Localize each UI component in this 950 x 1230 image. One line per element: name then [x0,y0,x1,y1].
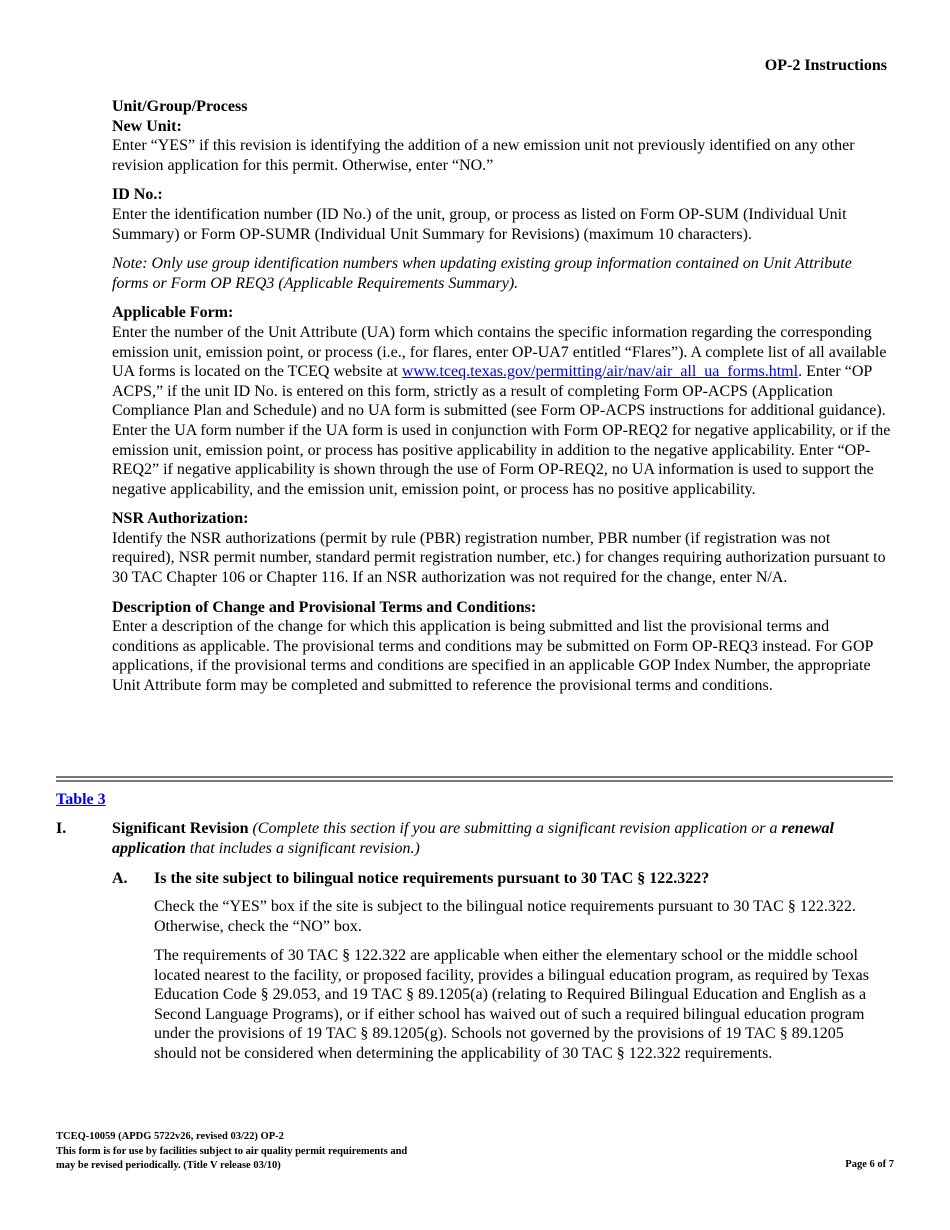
description-label: Description of Change and Provisional Terms and Conditions: [112,598,537,616]
unit-group-section [112,97,892,696]
table-3-link[interactable]: Table 3 [56,791,106,808]
section-instruction-1: (Complete this section if you are submitting a significant revision application or a [248,820,782,837]
divider-line-bottom [56,780,893,782]
id-no-note: Note: Only use group identification numbers when updating existing group information contained on Unit Attribute forms or Form OP REQ3 (Applicable Requirements Summary). [112,255,852,292]
page-number: Page 6 of 7 [845,1159,894,1170]
section-number: I. [56,820,67,837]
section-heading: Unit/Group/Process [112,98,248,115]
footer-line1: TCEQ-10059 (APDG 5722v26, revised 03/22) OP-2 [56,1131,284,1142]
new-unit-label: New Unit: [112,117,182,135]
divider-line-top [56,776,893,778]
question-a-instruction [154,897,889,936]
id-no-label: ID No.: [112,186,163,204]
question-a-para1: Check the “YES” box if the site is subject to the bilingual notice requirements pursuant to 30 TAC § 122.322. Otherwise, check the “NO” box. [154,898,856,935]
section-instruction-2: that includes a significant revision.) [185,840,420,857]
applicable-form-label: Applicable Form: [112,304,234,322]
applicable-form-text [112,323,892,499]
question-letter: A. [112,870,128,887]
footer-line3: may be revised periodically. (Title V release 03/10) [56,1160,281,1171]
section-title: Significant Revision [112,820,249,837]
question-text: Is the site subject to bilingual notice requirements pursuant to 30 TAC § 122.322? [154,870,710,887]
question-a-detail [154,946,889,1064]
section-title-block [112,819,893,859]
ua-forms-link[interactable]: www.tceq.texas.gov/permitting/air/nav/air_all_ua_forms.html [401,363,799,381]
nsr-text: Identify the NSR authorizations (permit by rule (PBR) registration number, PBR number (if registration was not required), NSR permit number, standard permit registration number, etc.) for changes requiring authorization pursuant to 30 TAC Chapter 106 or Chapter 116. If an NSR authorization was not required for the change, enter N/A. [112,529,886,587]
id-no-text: Enter the identification number (ID No.) of the unit, group, or process as listed on Form OP-SUM (Individual Unit Summary) or Form OP-SUMR (Individual Unit Summary for Revisions) (maximum 10 characters). [112,205,847,243]
applicable-form-text-before: Enter the number of the Unit Attribute (UA) form which contains the specific information regarding the corresponding emission unit, emission point, or process (i.e., for flares, enter OP-UA7 entitled “Flares”). A complete list of all available UA forms is located on the TCEQ website at [112,323,887,381]
nsr-label: NSR Authorization: [112,510,249,528]
description-text: Enter a description of the change for which this application is being submitted and list the provisional terms and conditions as applicable. The provisional terms and conditions may be submitted on Form OP-REQ3 instead. For GOP applications, if the provisional terms and conditions are specified in an applicable GOP Index Number, the appropriate Unit Attribute form may be completed and submitted to reference the provisional terms and conditions. [112,618,873,695]
page-header-title: OP-2 Instructions [764,57,887,74]
footer-line2: This form is for use by facilities subject to air quality permit requirements and [56,1145,408,1157]
applicable-form-text-after: . Enter “OP ACPS,” if the unit ID No. is entered on this form, strictly as a result of completing Form OP-ACPS (Application Compliance Plan and Schedule) and no UA form is submitted (see Form OP-ACPS instructions for additional guidance). Enter the UA form number if the UA form is used in conjunction with Form OP-REQ2 for negative applicability, or if the emission unit, emission point, or process has positive applicability in addition to the negative applicability. Enter “OP-REQ2” if negative applicability is shown through the use of Form OP-REQ2, no UA information is used to support the negative applicability, and the emission unit, emission point, or process has no positive applicability. [112,363,891,498]
question-a-para2: The requirements of 30 TAC § 122.322 are applicable when either the elementary school or the middle school located nearest to the facility, or proposed facility, provides a bilingual education program, as required by Texas Education Code § 29.053, and 19 TAC § 89.1205(a) (relating to Required Bilingual Education and English as a Second Language Programs), or if either school has waived out of such a required bilingual education program under the provisions of 19 TAC § 89.1205(g). Schools not governed by the provisions of 19 TAC § 89.1205 should not be considered when determining the applicability of 30 TAC § 122.322 requirements. [154,947,869,1062]
section-instruction-bold: renewal application [112,820,834,857]
new-unit-text: Enter “YES” if this revision is identifying the addition of a new emission unit not previously identified on any other revision application for this permit. Otherwise, enter “NO.” [112,137,855,174]
footer-block [56,1130,407,1174]
